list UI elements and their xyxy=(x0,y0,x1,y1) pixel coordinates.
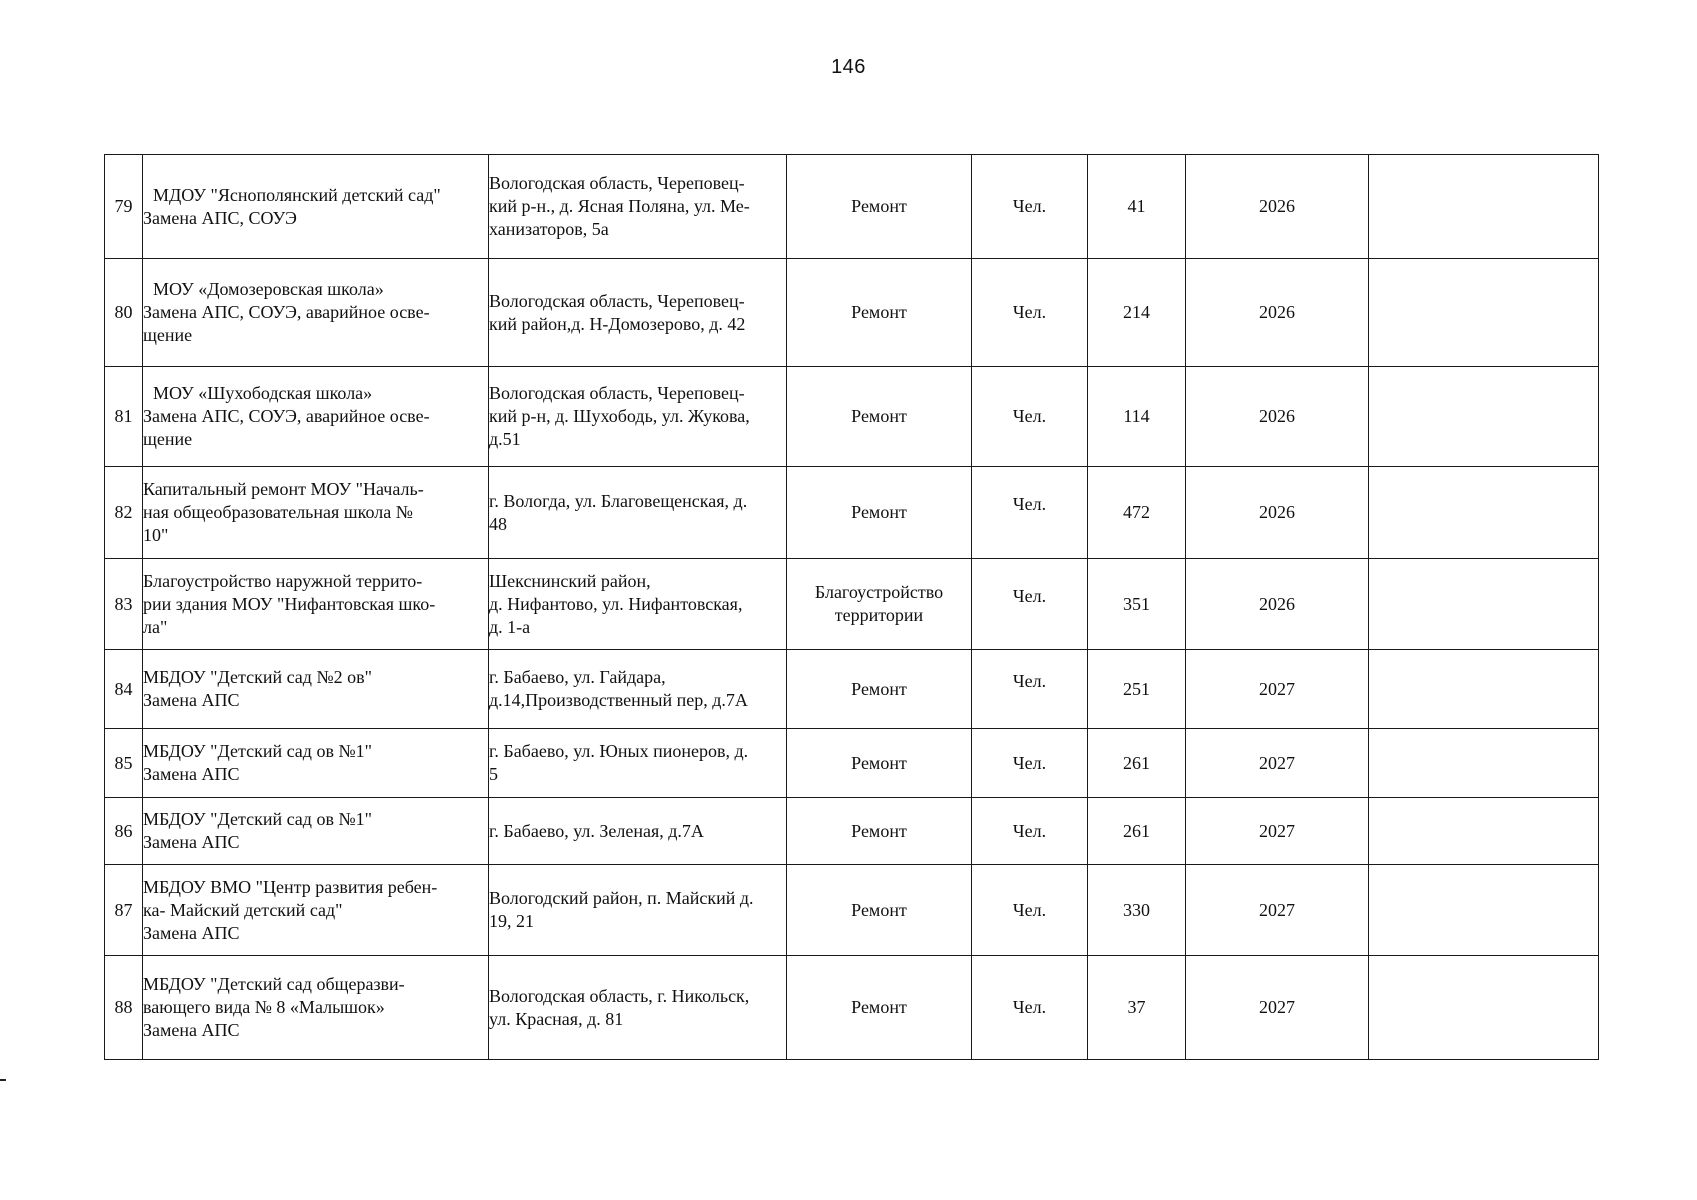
year-cell: 2027 xyxy=(1186,956,1369,1060)
object-name-line: МДОУ "Яснополянский детский сад" xyxy=(153,184,441,205)
object-name-line: Замена АПС xyxy=(143,1020,240,1040)
quantity-cell: 351 xyxy=(1088,559,1186,650)
unit-text: Чел. xyxy=(1012,752,1047,773)
unit-cell xyxy=(972,367,1088,467)
quantity-cell: 261 xyxy=(1088,798,1186,865)
table-row xyxy=(105,650,1599,729)
work-type-line: Ремонт xyxy=(851,678,907,699)
object-name-line: Замена АПС xyxy=(143,922,240,943)
note-cell xyxy=(1369,865,1599,956)
address-line: Вологодская область, г. Никольск, xyxy=(489,985,750,1006)
work-type-line: Ремонт xyxy=(851,997,907,1017)
work-type-line: Ремонт xyxy=(851,406,907,426)
work-type-line: Ремонт xyxy=(851,752,907,773)
work-type-line: Благоустройство xyxy=(814,582,944,602)
address-line: ханизаторов, 5а xyxy=(489,219,609,239)
address-cell xyxy=(489,367,787,467)
address-line: д.14,Производственный пер, д.7А xyxy=(489,690,748,710)
object-name-cell xyxy=(143,467,489,559)
table-row xyxy=(105,155,1599,259)
object-name-cell xyxy=(143,559,489,650)
address-line: Вологодская область, Череповец- xyxy=(489,290,745,311)
work-type-cell xyxy=(787,259,972,367)
object-name-cell xyxy=(143,798,489,865)
year-cell: 2027 xyxy=(1186,650,1369,729)
unit-cell xyxy=(972,798,1088,865)
address-cell xyxy=(489,729,787,798)
note-cell xyxy=(1369,956,1599,1060)
object-name-line: Замена АПС, СОУЭ, аварийное осве- xyxy=(143,302,430,322)
address-cell xyxy=(489,650,787,729)
address-line: г. Вологда, ул. Благовещенская, д. xyxy=(489,490,748,511)
object-name-cell xyxy=(143,865,489,956)
note-cell xyxy=(1369,155,1599,259)
note-cell xyxy=(1369,559,1599,650)
row-number: 82 xyxy=(105,467,143,559)
row-number: 84 xyxy=(105,650,143,729)
unit-text: Чел. xyxy=(1012,997,1047,1017)
row-number: 79 xyxy=(105,155,143,259)
work-type-line: Ремонт xyxy=(851,196,907,216)
address-cell xyxy=(489,798,787,865)
object-name-line: ка- Майский детский сад" xyxy=(143,899,343,920)
address-line: д. 1-а xyxy=(489,616,531,637)
unit-text: Чел. xyxy=(1012,406,1047,426)
table-row xyxy=(105,467,1599,559)
object-name-line: Благоустройство наружной террито- xyxy=(143,570,423,591)
work-type-cell xyxy=(787,559,972,650)
year-cell: 2027 xyxy=(1186,798,1369,865)
work-type-cell xyxy=(787,798,972,865)
unit-text: Чел. xyxy=(1012,302,1047,322)
object-name-line: ла" xyxy=(143,616,168,637)
work-type-line: Ремонт xyxy=(851,502,907,522)
note-cell xyxy=(1369,650,1599,729)
address-line: 19, 21 xyxy=(489,911,534,931)
work-type-cell xyxy=(787,650,972,729)
unit-text: Чел. xyxy=(1012,196,1047,216)
address-line: кий р-н, д. Шухободь, ул. Жукова, xyxy=(489,406,750,426)
object-name-cell xyxy=(143,729,489,798)
row-number: 83 xyxy=(105,559,143,650)
year-cell: 2026 xyxy=(1186,467,1369,559)
unit-text: Чел. xyxy=(1012,899,1047,920)
object-name-line: МОУ «Шухободская школа» xyxy=(153,383,373,403)
object-name-cell xyxy=(143,956,489,1060)
quantity-cell: 114 xyxy=(1088,367,1186,467)
unit-cell xyxy=(972,865,1088,956)
object-name-line: вающего вида № 8 «Малышок» xyxy=(143,997,385,1017)
object-name-line: МБДОУ "Детский сад общеразви- xyxy=(143,974,405,994)
quantity-cell: 330 xyxy=(1088,865,1186,956)
unit-text: Чел. xyxy=(1012,820,1047,841)
address-line: кий район,д. Н-Домозерово, д. 42 xyxy=(489,313,746,334)
unit-cell xyxy=(972,155,1088,259)
address-line: кий р-н., д. Ясная Поляна, ул. Ме- xyxy=(489,196,750,216)
table-row xyxy=(105,559,1599,650)
note-cell xyxy=(1369,467,1599,559)
note-cell xyxy=(1369,259,1599,367)
table-row xyxy=(105,798,1599,865)
row-number: 86 xyxy=(105,798,143,865)
quantity-cell: 472 xyxy=(1088,467,1186,559)
object-name-cell xyxy=(143,650,489,729)
year-cell: 2026 xyxy=(1186,367,1369,467)
row-number: 81 xyxy=(105,367,143,467)
object-name-cell xyxy=(143,259,489,367)
work-type-cell xyxy=(787,155,972,259)
quantity-cell: 41 xyxy=(1088,155,1186,259)
unit-text: Чел. xyxy=(1012,494,1047,514)
work-type-cell xyxy=(787,467,972,559)
table-row xyxy=(105,729,1599,798)
year-cell: 2027 xyxy=(1186,865,1369,956)
address-line: Вологодская область, Череповец- xyxy=(489,173,745,193)
address-line: д. Нифантово, ул. Нифантовская, xyxy=(489,593,743,614)
address-line: ул. Красная, д. 81 xyxy=(489,1008,624,1029)
address-cell xyxy=(489,956,787,1060)
address-cell xyxy=(489,467,787,559)
table-row xyxy=(105,865,1599,956)
object-name-line: щение xyxy=(143,429,193,449)
object-name-cell xyxy=(143,367,489,467)
object-name-line: МБДОУ ВМО "Центр развития ребен- xyxy=(143,876,438,897)
table-row xyxy=(105,259,1599,367)
object-name-line: МОУ «Домозеровская школа» xyxy=(153,279,384,299)
work-type-line: Ремонт xyxy=(851,899,907,920)
note-cell xyxy=(1369,367,1599,467)
address-line: Вологодская область, Череповец- xyxy=(489,383,745,403)
address-line: Вологодский район, п. Майский д. xyxy=(489,888,754,908)
page-number: 146 xyxy=(831,56,866,78)
object-name-line: Замена АПС, СОУЭ xyxy=(143,207,297,228)
address-cell xyxy=(489,865,787,956)
object-name-line: щение xyxy=(143,325,193,345)
object-name-cell xyxy=(143,155,489,259)
object-name-line: Замена АПС, СОУЭ, аварийное осве- xyxy=(143,406,430,426)
address-line: г. Бабаево, ул. Гайдара, xyxy=(489,667,666,687)
table-row xyxy=(105,956,1599,1060)
object-name-line: Замена АПС xyxy=(143,690,240,710)
year-cell: 2026 xyxy=(1186,259,1369,367)
address-cell xyxy=(489,155,787,259)
work-type-line: Ремонт xyxy=(851,820,907,841)
address-cell xyxy=(489,259,787,367)
object-name-line: Замена АПС xyxy=(143,764,240,784)
unit-cell xyxy=(972,559,1088,650)
work-type-line: территории xyxy=(834,605,924,625)
address-line: д.51 xyxy=(489,429,521,449)
unit-cell xyxy=(972,956,1088,1060)
unit-text: Чел. xyxy=(1012,585,1047,606)
object-name-line: МБДОУ "Детский сад ов №1" xyxy=(143,741,372,761)
unit-cell xyxy=(972,650,1088,729)
object-name-line: Капитальный ремонт МОУ "Началь- xyxy=(143,479,424,499)
address-line: г. Бабаево, ул. Юных пионеров, д. xyxy=(489,741,749,761)
note-cell xyxy=(1369,729,1599,798)
object-name-line: ная общеобразовательная школа № xyxy=(143,502,413,522)
table-body xyxy=(105,155,1599,1060)
object-name-line: рии здания МОУ "Нифантовская шко- xyxy=(143,593,436,614)
address-line: 5 xyxy=(489,764,498,784)
work-type-cell xyxy=(787,367,972,467)
object-name-line: МБДОУ "Детский сад №2 ов" xyxy=(143,667,372,687)
address-line: Шекснинский район, xyxy=(489,570,651,591)
unit-cell xyxy=(972,467,1088,559)
address-line: г. Бабаево, ул. Зеленая, д.7А xyxy=(489,820,704,841)
quantity-cell: 251 xyxy=(1088,650,1186,729)
row-number: 85 xyxy=(105,729,143,798)
year-cell: 2026 xyxy=(1186,155,1369,259)
address-cell xyxy=(489,559,787,650)
unit-cell xyxy=(972,729,1088,798)
work-type-cell xyxy=(787,865,972,956)
unit-text: Чел. xyxy=(1012,670,1047,691)
works-table xyxy=(104,154,1599,1060)
quantity-cell: 261 xyxy=(1088,729,1186,798)
year-cell: 2026 xyxy=(1186,559,1369,650)
work-type-line: Ремонт xyxy=(851,302,907,322)
address-line: 48 xyxy=(489,513,507,534)
row-number: 87 xyxy=(105,865,143,956)
object-name-line: Замена АПС xyxy=(143,832,240,852)
unit-cell xyxy=(972,259,1088,367)
object-name-line: МБДОУ "Детский сад ов №1" xyxy=(143,809,372,829)
year-cell: 2027 xyxy=(1186,729,1369,798)
work-type-cell xyxy=(787,729,972,798)
row-number: 80 xyxy=(105,259,143,367)
quantity-cell: 214 xyxy=(1088,259,1186,367)
table-row xyxy=(105,367,1599,467)
note-cell xyxy=(1369,798,1599,865)
quantity-cell: 37 xyxy=(1088,956,1186,1060)
page-edge-mark xyxy=(0,1079,6,1081)
row-number: 88 xyxy=(105,956,143,1060)
object-name-line: 10" xyxy=(143,525,169,545)
work-type-cell xyxy=(787,956,972,1060)
